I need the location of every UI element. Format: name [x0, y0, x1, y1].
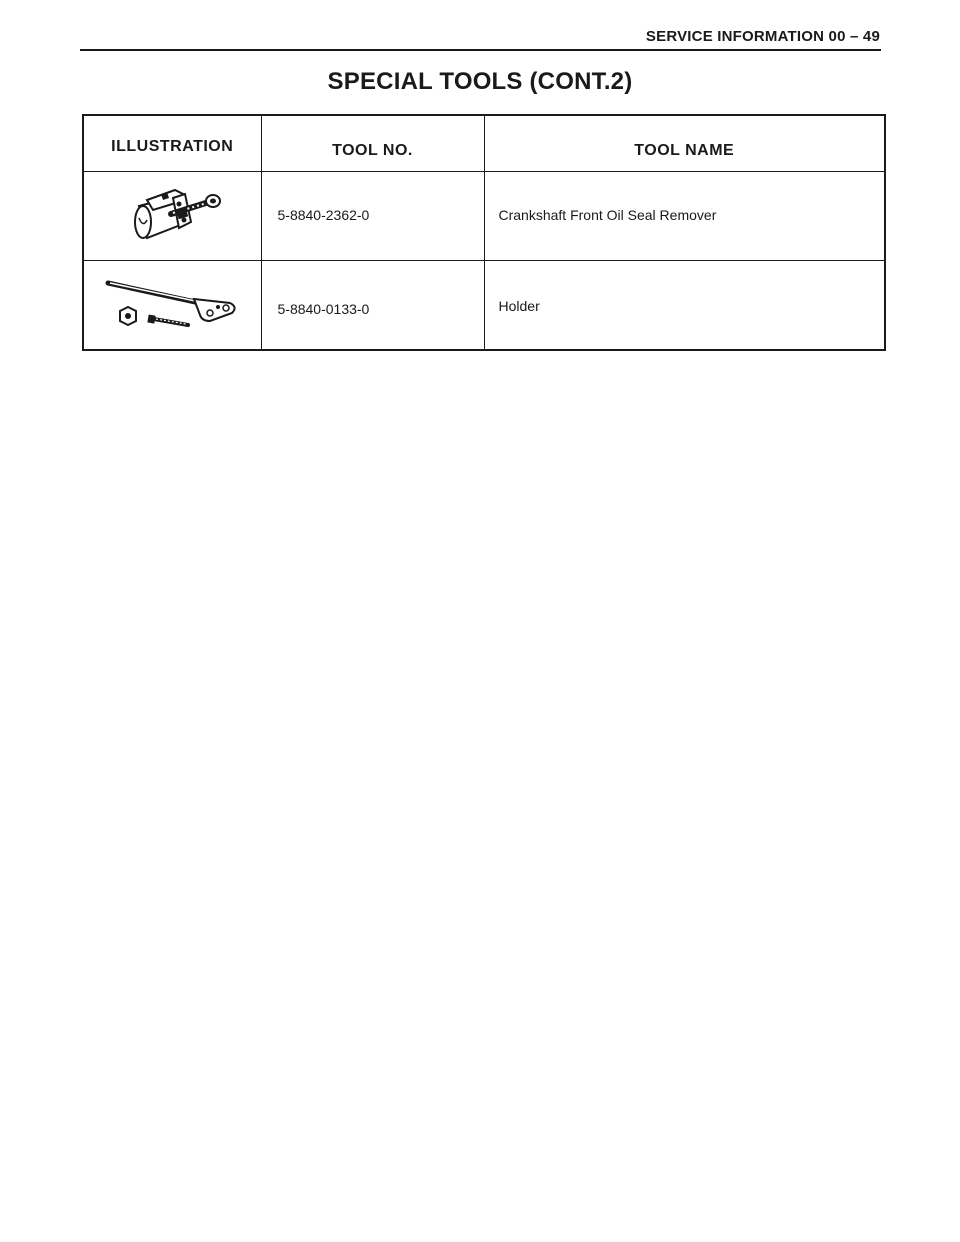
tool-no-cell	[261, 171, 484, 260]
tool-name-value: Holder	[498, 297, 540, 314]
table-row	[83, 260, 885, 350]
oil-seal-remover-icon	[117, 184, 227, 248]
tool-name-value: Crankshaft Front Oil Seal Remover	[498, 206, 717, 223]
column-header-tool-no: TOOL NO.	[261, 115, 484, 171]
column-header-illustration: ILLUSTRATION	[83, 115, 261, 171]
tool-name-cell	[484, 171, 885, 260]
holder-icon	[102, 277, 242, 333]
column-header-tool-name: TOOL NAME	[484, 115, 885, 171]
header-rule	[80, 49, 881, 51]
page-title: SPECIAL TOOLS (CONT.2)	[327, 68, 633, 95]
tool-no-value: 5-8840-0133-0	[277, 300, 370, 317]
table-header-row	[83, 115, 885, 171]
tool-no-value: 5-8840-2362-0	[277, 206, 370, 223]
table-row	[83, 171, 885, 260]
tool-no-cell	[261, 260, 484, 350]
page-header: SERVICE INFORMATION 00 – 49	[645, 28, 880, 45]
illustration-cell	[83, 171, 261, 260]
special-tools-table	[82, 114, 886, 351]
illustration-cell	[83, 260, 261, 350]
tool-name-cell	[484, 260, 885, 350]
